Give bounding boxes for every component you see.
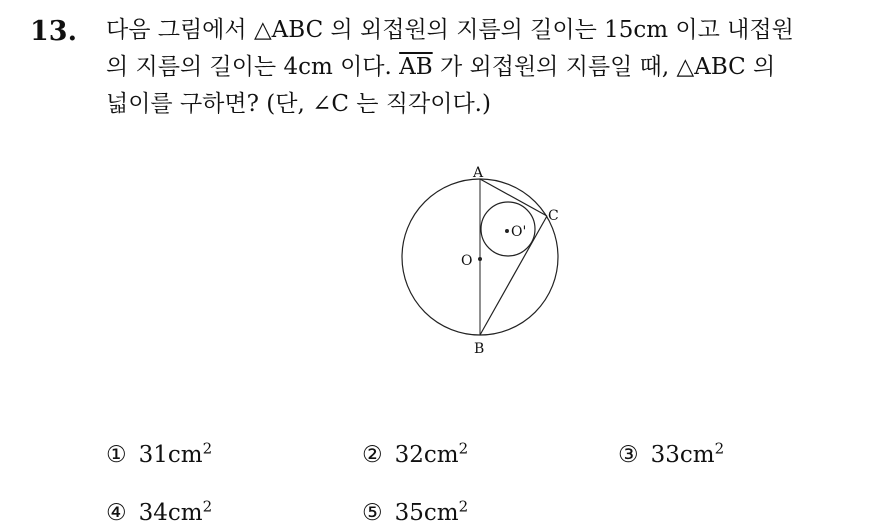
choice-3-value: 33cm (650, 442, 715, 468)
question-text-line1b: 의 외접원의 지름의 길이는 15cm 이고 내접원 (323, 17, 794, 43)
choice-3[interactable] (618, 439, 725, 468)
choice-5-value: 35cm (394, 500, 459, 526)
choice-3-mark: ③ (618, 442, 639, 468)
choice-2-mark: ② (362, 442, 383, 468)
choice-3-exp: 2 (714, 439, 725, 458)
choice-5[interactable] (362, 497, 469, 526)
geometry-figure (384, 160, 584, 360)
choice-2-value: 32cm (394, 442, 459, 468)
label-c: C (548, 208, 559, 224)
choice-4-value: 34cm (138, 500, 203, 526)
triangle-abc-1: △ABC (253, 17, 324, 43)
triangle-abc-2: △ABC (676, 54, 746, 80)
question-text-line3: 넓이를 구하면? (단, ∠C 는 직각이다.) (106, 91, 491, 117)
question-text-line2a: 의 지름의 길이는 4cm 이다. (106, 54, 400, 80)
choice-5-mark: ⑤ (362, 500, 383, 526)
question-text (106, 12, 876, 123)
segment-ab: $\overline{AB}$ (399, 54, 433, 80)
question-text-line1a: 다음 그림에서 (106, 17, 254, 43)
question-text-line2c: 의 (745, 54, 776, 80)
label-a: A (473, 165, 484, 181)
question-number: 13. (30, 16, 77, 47)
choice-4-exp: 2 (202, 497, 213, 516)
choice-1[interactable] (106, 439, 213, 468)
label-o: O (461, 253, 473, 269)
incircle (481, 202, 535, 256)
choice-1-value: 31cm (138, 442, 203, 468)
choice-4-mark: ④ (106, 500, 127, 526)
center-o-prime-dot (505, 229, 509, 233)
label-b: B (474, 341, 485, 357)
label-o-prime: O' (511, 224, 527, 240)
choice-1-mark: ① (106, 442, 127, 468)
side-ac (480, 179, 547, 216)
center-o-dot (478, 257, 482, 261)
choice-5-exp: 2 (458, 497, 469, 516)
choice-4[interactable] (106, 497, 213, 526)
choice-2[interactable] (362, 439, 469, 468)
choice-1-exp: 2 (202, 439, 213, 458)
question-text-line2b: 가 외접원의 지름일 때, (432, 54, 677, 80)
choice-2-exp: 2 (458, 439, 469, 458)
